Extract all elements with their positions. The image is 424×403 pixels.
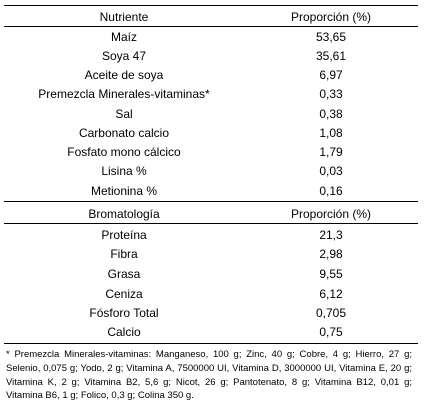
- bromatology-name: Fósforo Total: [89, 306, 159, 320]
- nutrient-name: Carbonato calcio: [78, 126, 170, 140]
- nutrient-proportion: 0,03: [319, 164, 343, 178]
- nutrient-name: Soya 47: [101, 49, 147, 63]
- header-bottom-rule: [4, 26, 418, 27]
- table-top-rule: [4, 5, 418, 6]
- bromatology-proportion: 6,12: [319, 287, 343, 301]
- nutrient-name: Sal: [115, 107, 133, 121]
- bromatology-header-rule: [4, 223, 418, 224]
- proportion-column-header: Proporción (%): [290, 207, 372, 221]
- bromatology-name: Calcio: [107, 325, 141, 339]
- nutrient-name: Metionina %: [90, 184, 158, 198]
- bromatology-proportion: 2,98: [319, 247, 343, 261]
- bromatology-proportion: 0,705: [315, 306, 347, 320]
- section-divider-rule: [4, 201, 418, 202]
- nutrient-name: Lisina %: [101, 164, 147, 178]
- nutrient-proportion: 0,38: [319, 107, 343, 121]
- nutrient-proportion: 1,79: [319, 145, 343, 159]
- nutrient-name: Premezcla Minerales-vitaminas*: [38, 87, 210, 101]
- nutrient-column-header: Nutriente: [99, 10, 149, 24]
- bromatology-proportion: 21,3: [319, 228, 343, 242]
- table-bottom-rule: [4, 343, 418, 344]
- bromatology-proportion: 0,75: [319, 325, 343, 339]
- nutrient-name: Fosfato mono cálcico: [67, 145, 181, 159]
- proportion-column-header: Proporción (%): [290, 10, 372, 24]
- bromatology-name: Ceniza: [105, 287, 143, 301]
- nutrient-proportion: 35,61: [315, 49, 347, 63]
- nutrient-proportion: 0,33: [319, 87, 343, 101]
- bromatology-proportion: 9,55: [319, 267, 343, 281]
- nutrient-proportion: 53,65: [315, 30, 347, 44]
- nutrient-proportion: 1,08: [319, 126, 343, 140]
- bromatology-column-header: Bromatología: [88, 207, 160, 221]
- bromatology-name: Grasa: [107, 267, 141, 281]
- bromatology-name: Fibra: [110, 247, 138, 261]
- nutrient-proportion: 6,97: [319, 68, 343, 82]
- bromatology-name: Proteína: [101, 228, 147, 242]
- nutrient-proportion: 0,16: [319, 184, 343, 198]
- premix-footnote: * Premezcla Minerales-vitaminas: Manganeso, 100 g; Zinc, 40 g; Cobre, 4 g; Hierro, 27 g; Selenio, 0,075 g; Yodo, 2 g; Vitamina A, 7500000 UI, Vitamina D, 3000000 UI, Vitamina E, 20 g; Vitamina K, 2 g; Vitamina B2, 5,6 g; Nicot, 26 g; Pantotenato, 8 g; Vitamina B12, 0,01 g; Vitamina B6, 1 g; Folico, 0,3 g; Colina 350 g.: [6, 349, 412, 402]
- nutrient-name: Maíz: [110, 30, 137, 44]
- nutrient-name: Aceite de soya: [84, 68, 164, 82]
